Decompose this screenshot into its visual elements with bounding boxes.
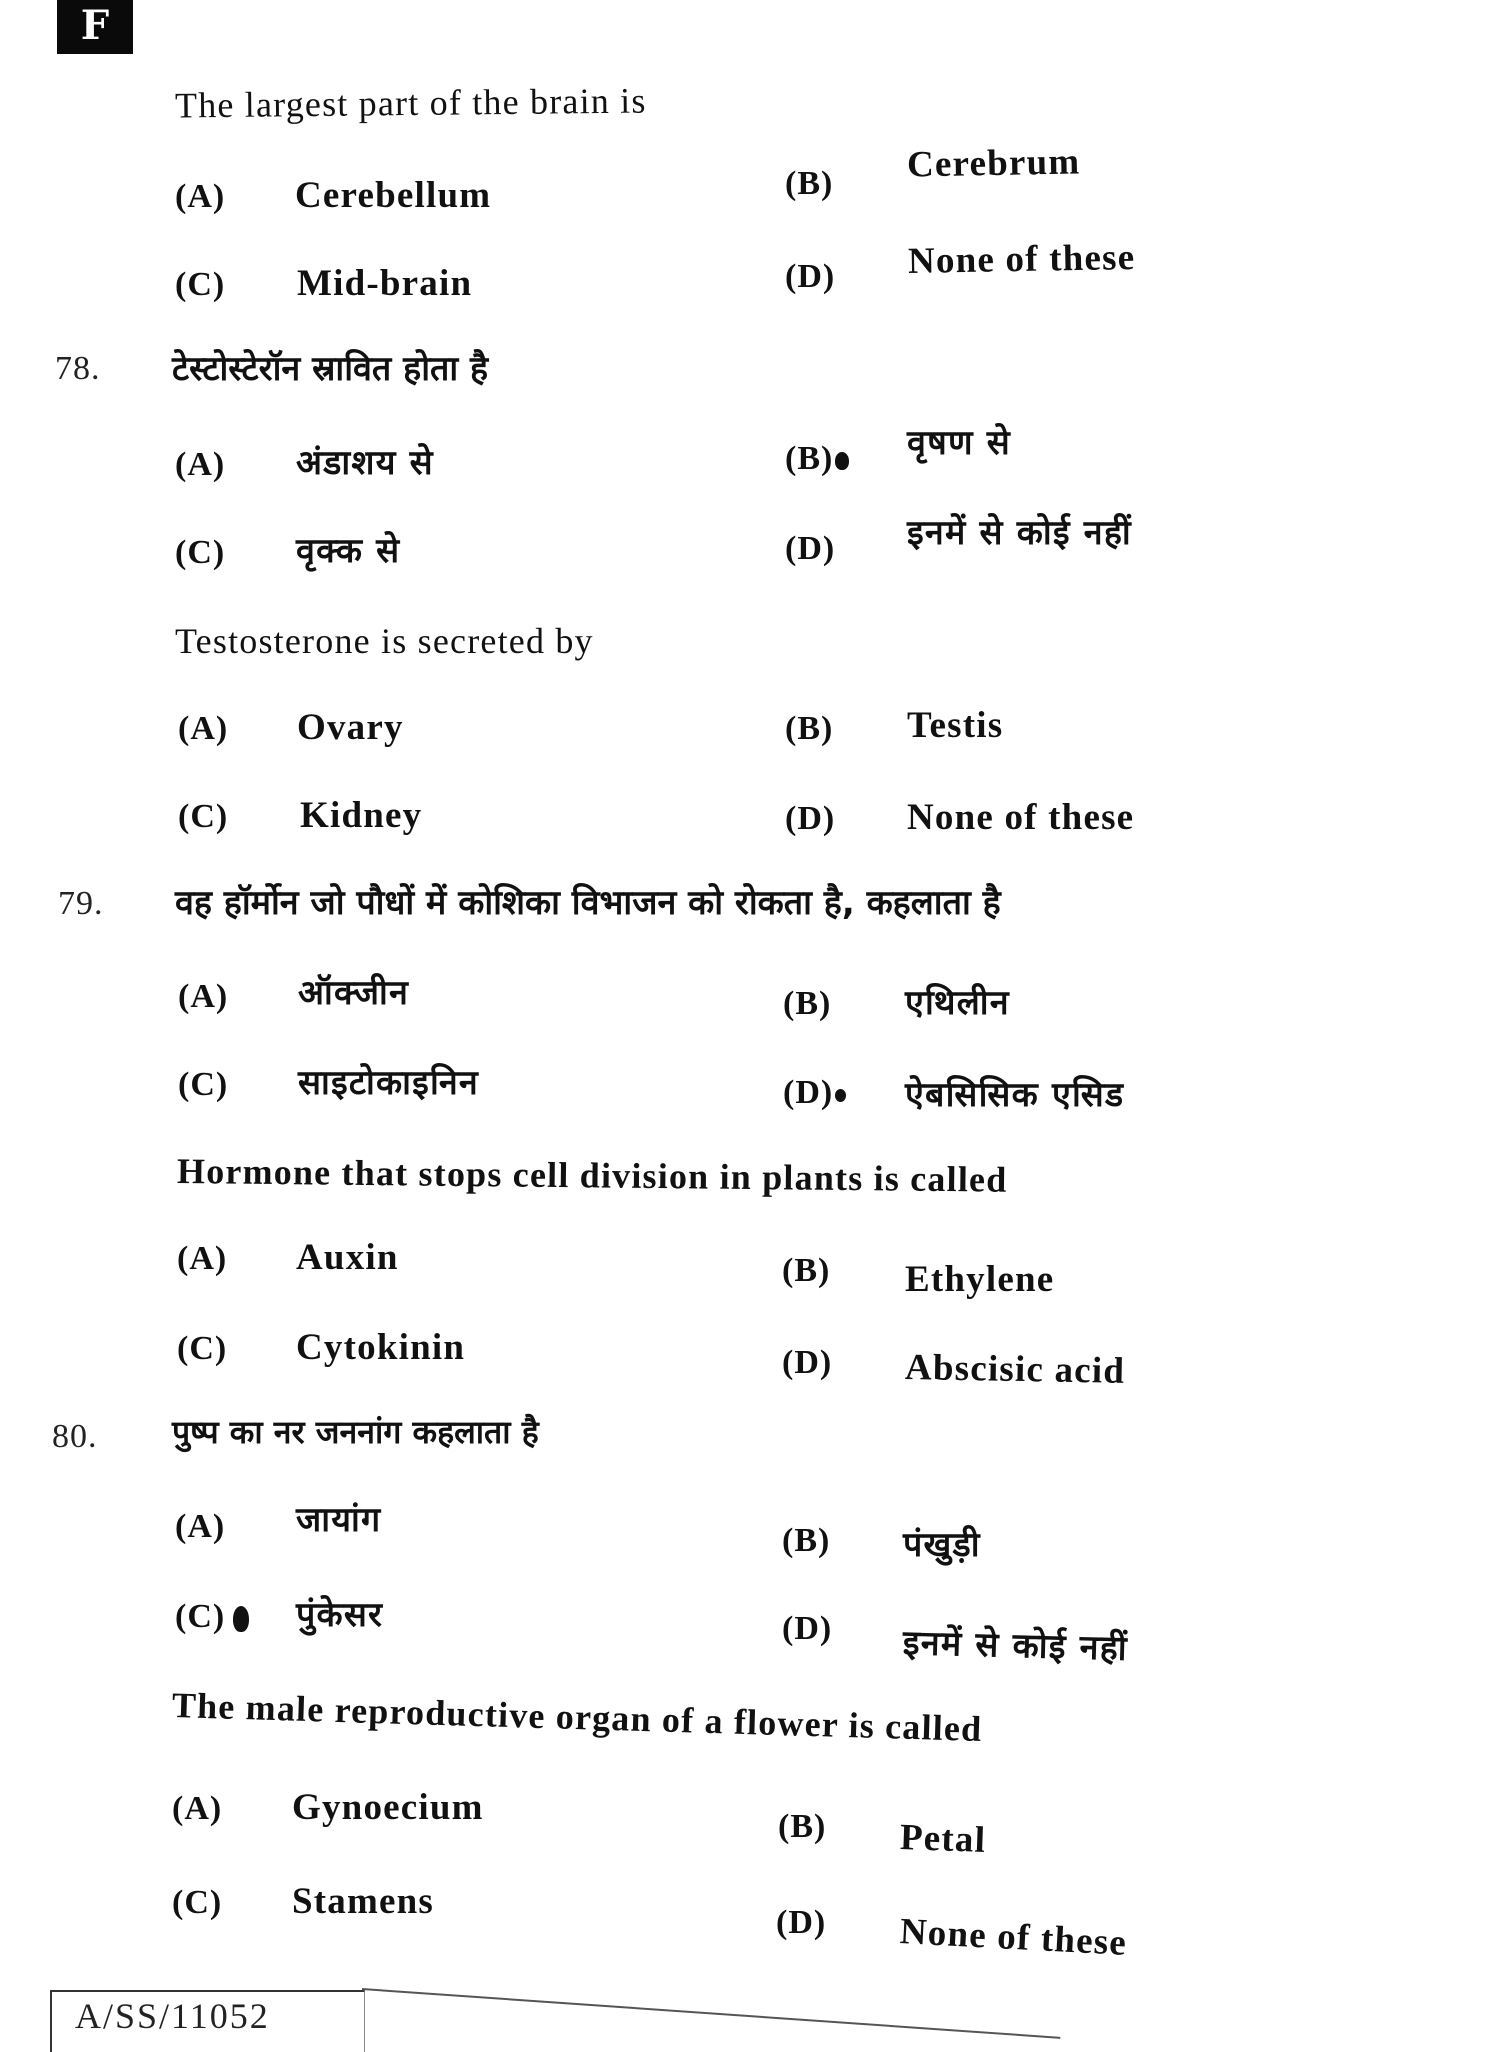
answer-mark-icon <box>233 1606 249 1632</box>
question-79-hindi: वह हॉर्मोन जो पौधों में कोशिका विभाजन को रोकता है, कहलाता है <box>175 883 1001 923</box>
set-badge: F <box>57 0 133 54</box>
option-label-c: (C) <box>175 1598 249 1636</box>
option-c-text: Kidney <box>300 795 423 836</box>
option-label-b: (B) <box>783 985 832 1022</box>
option-label-b: (B) <box>778 1808 827 1845</box>
option-label-a: (A) <box>175 446 226 483</box>
option-c-hindi: वृक्क से <box>296 531 401 571</box>
option-b-text: Petal <box>899 1817 987 1861</box>
question-number: 80. <box>52 1418 98 1455</box>
option-label-b: (B) <box>782 1522 831 1559</box>
question-79-english: Hormone that stops cell division in plants is called <box>176 1151 1008 1200</box>
option-b-text: Cerebrum <box>906 141 1081 186</box>
option-b-hindi: एथिलीन <box>905 983 1010 1023</box>
question-80-english: The male reproductive organ of a flower is called <box>171 1685 983 1750</box>
option-label-c: (C) <box>175 266 226 303</box>
question-number: 78. <box>55 350 101 387</box>
answer-mark-icon <box>835 1089 846 1102</box>
option-a-text: Cerebellum <box>295 175 492 216</box>
option-c-text: Stamens <box>292 1881 435 1922</box>
option-label-d: (D) <box>776 1904 827 1941</box>
option-b-hindi: पंखुड़ी <box>903 1525 981 1565</box>
option-label-c: (C) <box>175 534 226 571</box>
option-label-b: (B) <box>785 165 834 202</box>
option-label-c: (C) <box>172 1884 223 1921</box>
option-label-a: (A) <box>175 1508 226 1545</box>
option-a-hindi: अंडाशय से <box>296 443 434 483</box>
option-label-d: (D) <box>783 1074 846 1112</box>
footer-code: A/SS/11052 <box>75 1996 270 2036</box>
option-a-text: Auxin <box>296 1237 399 1278</box>
option-d-text: None of these <box>898 1911 1129 1964</box>
option-c-text: Cytokinin <box>296 1327 466 1368</box>
option-label-c: (C) <box>178 1066 229 1103</box>
option-c-text: Mid-brain <box>297 263 473 304</box>
option-label-c: (C) <box>178 798 229 835</box>
page-fold-line <box>362 1988 1060 2039</box>
answer-mark-icon <box>835 452 849 470</box>
option-a-hindi: जायांग <box>296 1500 382 1540</box>
option-a-text: Gynoecium <box>292 1787 484 1828</box>
option-c-hindi: पुंकेसर <box>296 1595 384 1635</box>
option-label-a: (A) <box>175 178 226 215</box>
question-80-hindi: पुष्प का नर जननांग कहलाता है <box>172 1413 539 1451</box>
option-label-b: (B) <box>782 1252 831 1289</box>
option-label-b: (B) <box>785 710 834 747</box>
option-label-a: (A) <box>178 710 229 747</box>
option-label-d: (D) <box>782 1344 833 1381</box>
option-d-hindi: ऐबसिसिक एसिड <box>905 1075 1125 1115</box>
option-label-c: (C) <box>177 1330 228 1367</box>
option-b-text: Ethylene <box>905 1259 1055 1300</box>
option-label-d: (D) <box>785 800 836 837</box>
question-77-english: The largest part of the brain is <box>174 80 647 126</box>
option-label-a: (A) <box>178 978 229 1015</box>
option-a-hindi: ऑक्जीन <box>298 973 410 1013</box>
question-78-english: Testosterone is secreted by <box>175 621 594 661</box>
question-number: 79. <box>58 885 104 922</box>
option-label-a: (A) <box>172 1790 223 1827</box>
question-78-hindi: टेस्टोस्टेरॉन स्रावित होता है <box>172 349 489 389</box>
option-label-b: (B) <box>785 440 849 478</box>
option-c-hindi: साइटोकाइनिन <box>298 1063 479 1103</box>
option-label-d: (D) <box>782 1610 833 1647</box>
option-d-text: Abscisic acid <box>904 1347 1126 1392</box>
option-a-text: Ovary <box>297 707 404 748</box>
option-b-hindi: वृषण से <box>907 423 1011 463</box>
option-d-text: None of these <box>907 237 1136 282</box>
option-label-d: (D) <box>785 258 836 295</box>
option-label-d: (D) <box>785 530 836 567</box>
option-d-hindi: इनमें से कोई नहीं <box>902 1623 1129 1669</box>
option-b-text: Testis <box>907 705 1004 746</box>
option-label-a: (A) <box>177 1240 228 1277</box>
option-d-text: None of these <box>907 797 1135 838</box>
option-d-hindi: इनमें से कोई नहीं <box>907 513 1132 553</box>
